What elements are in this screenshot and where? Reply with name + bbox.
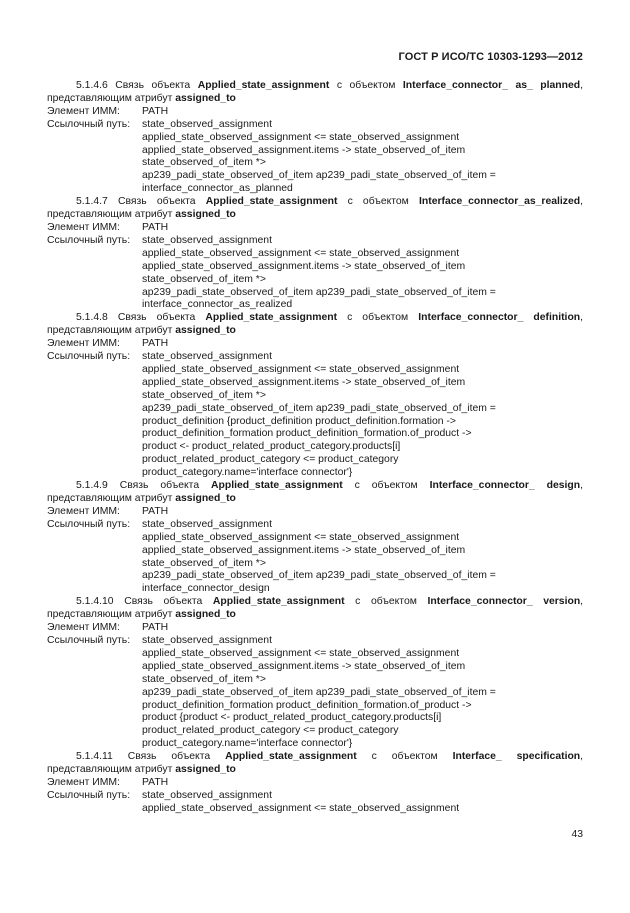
reference-path-line: interface_connector_as_realized	[142, 299, 293, 311]
attribute-name: assigned_to	[175, 764, 236, 776]
element-value: PATH	[142, 338, 169, 350]
attribute-name: assigned_to	[175, 325, 236, 337]
reference-path-row	[47, 635, 583, 648]
reference-path-line: state_observed_assignment	[142, 118, 272, 130]
reference-path-line: ap239_padi_state_observed_of_item ap239_padi_state_observed_of_item =	[142, 286, 496, 298]
attribute-name: assigned_to	[175, 493, 236, 504]
attribute-name: assigned_to	[175, 92, 236, 104]
reference-path-line: ap239_padi_state_observed_of_item ap239_padi_state_observed_of_item =	[142, 686, 496, 698]
reference-path-line: state_observed_assignment	[142, 351, 272, 363]
heading-text-after: , представляющим атрибут	[47, 596, 584, 621]
element-label: Элемент ИММ:	[47, 776, 120, 788]
reference-path-line: state_observed_assignment	[142, 518, 272, 530]
section-number: 5.1.4.8	[76, 312, 108, 324]
heading-text-before: Связь объекта	[117, 312, 196, 324]
element-row	[47, 622, 583, 635]
section-number: 5.1.4.10	[76, 596, 114, 608]
reference-path-line: state_observed_of_item *>	[142, 389, 266, 401]
reference-path-line: product_definition_formation product_definition_formation.of_product ->	[142, 428, 472, 440]
reference-path-label: Ссылочный путь:	[47, 118, 131, 130]
reference-path-label: Ссылочный путь:	[47, 789, 131, 801]
reference-path-line: state_observed_of_item *>	[142, 273, 266, 285]
heading-text-middle: с объектом	[336, 80, 396, 91]
reference-path-line: applied_state_observed_assignment.items -> state_observed_of_item	[142, 660, 466, 672]
reference-path-line: product_related_product_category <= product_category	[142, 454, 399, 466]
reference-path-line: applied_state_observed_assignment <= state_observed_assignment	[142, 647, 460, 659]
element-label: Элемент ИММ:	[47, 221, 120, 233]
entity-name: Applied_state_assignment	[212, 596, 345, 608]
element-value: PATH	[142, 776, 169, 788]
reference-path-line: product_related_product_category <= product_category	[142, 725, 399, 737]
heading-text-middle: с объектом	[347, 312, 409, 324]
reference-path-line: applied_state_observed_assignment <= state_observed_assignment	[142, 131, 460, 143]
reference-path-line: product_category.name='interface connector'}	[142, 738, 353, 750]
section-heading	[47, 80, 583, 106]
heading-text-before: Связь объекта	[117, 196, 196, 208]
reference-path-label: Ссылочный путь:	[47, 634, 131, 646]
section-block	[47, 596, 583, 751]
reference-path-line: applied_state_observed_assignment.items -> state_observed_of_item	[142, 144, 466, 156]
page-number: 43	[571, 829, 583, 840]
reference-path-row	[47, 119, 583, 132]
element-value: PATH	[142, 505, 169, 517]
section-block	[47, 312, 583, 480]
element-row	[47, 106, 583, 119]
reference-path-line: ap239_padi_state_observed_of_item ap239_padi_state_observed_of_item =	[142, 402, 496, 414]
target-entity-name: Interface_connector_as_realized	[419, 196, 581, 208]
element-row	[47, 777, 583, 790]
section-heading	[47, 480, 583, 506]
heading-text-middle: с объектом	[371, 751, 438, 763]
entity-name: Applied_state_assignment	[211, 480, 343, 492]
reference-path-label: Ссылочный путь:	[47, 351, 131, 363]
attribute-name: assigned_to	[175, 609, 236, 621]
entity-name: Applied_state_assignment	[197, 80, 330, 91]
attribute-name: assigned_to	[175, 209, 236, 221]
element-label: Элемент ИММ:	[47, 622, 120, 634]
heading-text-after: , представляющим атрибут	[47, 80, 583, 104]
entity-name: Applied_state_assignment	[205, 196, 338, 208]
reference-path-label: Ссылочный путь:	[47, 518, 131, 530]
reference-path-line: applied_state_observed_assignment.items -> state_observed_of_item	[142, 544, 466, 556]
section-number: 5.1.4.6	[76, 80, 108, 91]
element-row	[47, 506, 583, 519]
heading-text-before: Связь объекта	[115, 80, 191, 91]
section-number: 5.1.4.11	[76, 751, 113, 763]
heading-text-after: , представляющим атрибут	[47, 480, 584, 504]
heading-text-before: Связь объекта	[127, 751, 211, 763]
reference-path-line: state_observed_of_item *>	[142, 673, 266, 685]
target-entity-name: Interface_connector_ definition	[418, 312, 581, 324]
reference-path-line: state_observed_assignment	[142, 634, 272, 646]
element-row	[47, 338, 583, 351]
heading-text-after: , представляющим атрибут	[47, 751, 584, 776]
section-number: 5.1.4.9	[76, 480, 108, 492]
reference-path-label: Ссылочный путь:	[47, 234, 131, 246]
section-block	[47, 751, 583, 816]
target-entity-name: Interface_connector_ version	[427, 596, 581, 608]
entity-name: Applied_state_assignment	[225, 751, 357, 763]
reference-path-row	[47, 351, 583, 364]
reference-path-line: applied_state_observed_assignment <= state_observed_assignment	[142, 247, 460, 259]
element-value: PATH	[142, 105, 169, 117]
reference-path-line: product_definition_formation product_definition_formation.of_product ->	[142, 699, 472, 711]
document-id-header: ГОСТ Р ИСО/ТС 10303-1293—2012	[398, 51, 583, 63]
reference-path-line: state_observed_of_item *>	[142, 557, 266, 569]
reference-path-line: interface_connector_as_planned	[142, 183, 293, 195]
section-block	[47, 196, 583, 312]
element-row	[47, 222, 583, 235]
reference-path-row	[47, 519, 583, 532]
section-block	[47, 80, 583, 196]
reference-path-line: product_category.name='interface connector'}	[142, 467, 353, 479]
reference-path-line: applied_state_observed_assignment <= state_observed_assignment	[142, 363, 460, 375]
section-heading	[47, 751, 583, 777]
heading-text-after: , представляющим атрибут	[47, 196, 584, 221]
heading-text-after: , представляющим атрибут	[47, 312, 584, 337]
reference-path-line: state_observed_of_item *>	[142, 157, 266, 169]
target-entity-name: Interface_connector_ design	[429, 480, 581, 492]
reference-path-row	[47, 235, 583, 248]
target-entity-name: Interface_connector_ as_ planned	[402, 80, 581, 91]
reference-path-line: state_observed_assignment	[142, 234, 272, 246]
element-label: Элемент ИММ:	[47, 338, 120, 350]
reference-path-line: applied_state_observed_assignment.items -> state_observed_of_item	[142, 260, 466, 272]
reference-path-line: applied_state_observed_assignment <= state_observed_assignment	[142, 531, 460, 543]
heading-text-middle: с объектом	[355, 596, 417, 608]
reference-path-line: state_observed_assignment	[142, 789, 272, 801]
section-heading	[47, 196, 583, 222]
target-entity-name: Interface_ specification	[452, 751, 581, 763]
element-label: Элемент ИММ:	[47, 505, 120, 517]
element-value: PATH	[142, 622, 169, 634]
reference-path-line: ap239_padi_state_observed_of_item ap239_padi_state_observed_of_item =	[142, 570, 496, 582]
document-body	[47, 80, 583, 816]
heading-text-middle: с объектом	[347, 196, 409, 208]
heading-text-middle: с объектом	[354, 480, 418, 492]
heading-text-before: Связь объекта	[119, 480, 200, 492]
reference-path-line: product_definition {product_definition product_definition.formation ->	[142, 415, 456, 427]
reference-path-line: applied_state_observed_assignment <= state_observed_assignment	[142, 802, 460, 814]
entity-name: Applied_state_assignment	[205, 312, 338, 324]
reference-path-line: applied_state_observed_assignment.items -> state_observed_of_item	[142, 376, 466, 388]
section-heading	[47, 312, 583, 338]
section-number: 5.1.4.7	[76, 196, 108, 208]
section-heading	[47, 596, 583, 622]
reference-path-line: product {product <- product_related_product_category.products[i]	[142, 712, 442, 724]
reference-path-row	[47, 790, 583, 803]
element-value: PATH	[142, 221, 169, 233]
heading-text-before: Связь объекта	[124, 596, 203, 608]
section-block	[47, 480, 583, 596]
reference-path-line: interface_connector_design	[142, 583, 270, 595]
element-label: Элемент ИММ:	[47, 105, 120, 117]
reference-path-line: ap239_padi_state_observed_of_item ap239_padi_state_observed_of_item =	[142, 170, 496, 182]
reference-path-line: product <- product_related_product_category.products[i]	[142, 441, 401, 453]
